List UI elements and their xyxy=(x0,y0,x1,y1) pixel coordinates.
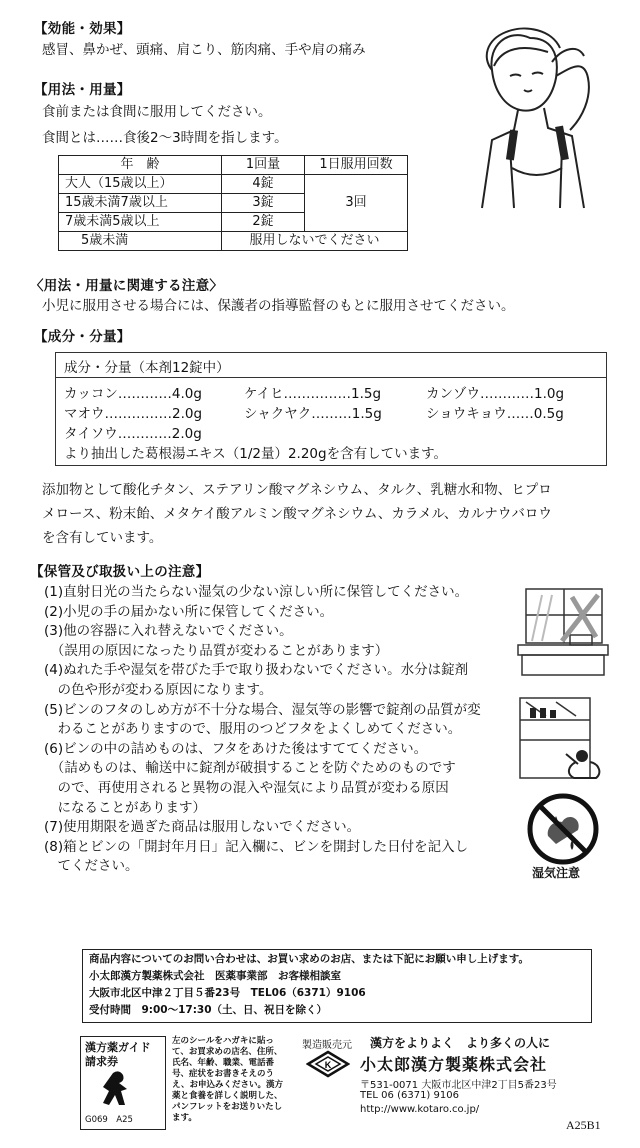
dose-cell: 4錠 xyxy=(222,175,305,194)
contact-line1: 商品内容についてのお問い合わせは、お買い求めのお店、または下記にお願い申し上げます。 xyxy=(89,953,529,965)
storage-item: の色や形が変わる原因になります。 xyxy=(44,681,273,698)
times-cell: 3回 xyxy=(305,175,408,232)
table-header: 1日服用回数 xyxy=(305,156,408,175)
dosage-table xyxy=(58,155,408,251)
table-row xyxy=(59,232,408,251)
ingredient-item: カッコン…………4.0g xyxy=(64,386,202,402)
ingredient-item: マオウ……………2.0g xyxy=(64,406,203,422)
storage-item: になることがあります） xyxy=(44,799,206,816)
storage-item: ので、再使用されると異物の混入や湿気により品質が変わる原因 xyxy=(44,779,449,796)
table-header: 年 齢 xyxy=(59,156,222,175)
contact-line4: 受付時間 9:00〜17:30（土、日、祝日を除く） xyxy=(89,1004,328,1016)
ingredient-item: ショウキョウ……0.5g xyxy=(426,406,564,422)
coupon-instructions: 左のシールをハガキに貼って、お買求めの店名、住所、氏名、年齢、職業、電話番号、症状をお書きそえのうえ、お申込みください。漢方薬と食養を詳しく説明した、パンフレットをお送りいたします。 xyxy=(172,1036,284,1123)
company-tel: TEL 06 (6371) 9106 xyxy=(360,1090,459,1101)
cabinet-child-illustration xyxy=(516,694,606,782)
usage-heading: 【用法・用量】 xyxy=(34,82,131,98)
additives-line2: メロース、粉末飴、メタケイ酸アルミン酸マグネシウム、カラメル、カルナウバロウ xyxy=(42,506,552,522)
ingredients-box-title: 成分・分量（本剤12錠中） xyxy=(64,360,230,376)
storage-item: (8)箱とビンの「開封年月日」記入欄に、ビンを開封した日付を記入し xyxy=(44,838,469,855)
coupon-title2: 請求券 xyxy=(85,1055,118,1068)
table-header-row xyxy=(59,156,408,175)
storage-item: (7)使用期限を過ぎた商品は服用しないでください。 xyxy=(44,819,361,836)
company-url[interactable]: http://www.kotaro.co.jp/ xyxy=(360,1104,480,1115)
usage-notes-heading: 〈用法・用量に関連する注意〉 xyxy=(30,278,224,294)
storage-item: てください。 xyxy=(44,858,139,875)
age-cell: 15歳未満7歳以上 xyxy=(59,194,222,213)
company-name: 小太郎漢方製薬株式会社 xyxy=(360,1055,548,1074)
logo-letter: K xyxy=(324,1060,332,1070)
coupon-figure-icon xyxy=(99,1069,133,1109)
efficacy-text: 感冒、鼻かぜ、頭痛、肩こり、筋肉痛、手や肩の痛み xyxy=(42,42,366,58)
usage-line2: 食間とは……食後2〜3時間を指します。 xyxy=(42,130,288,146)
company-role: 製造販売元 xyxy=(302,1040,352,1051)
efficacy-heading: 【効能・効果】 xyxy=(34,21,131,37)
document-code: A25B1 xyxy=(566,1118,601,1132)
storage-item: (1)直射日光の当たらない湿気の少ない涼しい所に保管してください。 xyxy=(44,584,469,600)
storage-item: わることがありますので、服用のつどフタをよくしめてください。 xyxy=(44,721,462,738)
storage-item: (3)他の容器に入れ替えないでください。 xyxy=(44,623,293,640)
usage-notes-text: 小児に服用させる場合には、保護者の指導監督のもとに服用させてください。 xyxy=(42,298,515,314)
age-cell: 5歳未満 xyxy=(59,232,222,251)
ingredients-box xyxy=(55,352,607,466)
storage-item: (4)ぬれた手や湿気を帯びた手で取り扱わないでください。水分は錠剤 xyxy=(44,662,469,679)
storage-item: (2)小児の手の届かない所に保管してください。 xyxy=(44,603,334,620)
storage-item: (6)ビンの中の詰めものは、フタをあけた後はすててください。 xyxy=(44,740,428,757)
contact-line2: 小太郎漢方製薬株式会社 医薬事業部 お客様相談室 xyxy=(89,970,341,982)
ingredient-item: シャクヤク………1.5g xyxy=(244,406,382,422)
table-row xyxy=(59,175,408,194)
usage-line1: 食前または食間に服用してください。 xyxy=(42,104,272,120)
storage-item: (5)ビンのフタのしめ方が不十分な場合、湿気等の影響で錠剤の品質が変 xyxy=(44,701,481,718)
storage-list xyxy=(44,583,481,877)
company-slogan: 漢方をよりよく より多くの人に xyxy=(370,1036,551,1050)
dose-cell: 2錠 xyxy=(222,213,305,232)
humidity-caption: 湿気注意 xyxy=(532,866,581,880)
ingredient-item: ケイヒ……………1.5g xyxy=(244,386,382,402)
coupon-code: G069 A25 xyxy=(85,1115,133,1125)
additives-line3: を含有しています。 xyxy=(42,530,163,546)
company-logo-icon xyxy=(306,1050,350,1078)
dose-cell: 3錠 xyxy=(222,194,305,213)
ingredients-heading: 【成分・分量】 xyxy=(34,329,131,345)
storage-heading: 【保管及び取扱い上の注意】 xyxy=(30,564,210,580)
window-sunlight-illustration xyxy=(512,585,612,677)
dose-cell: 服用しないでください xyxy=(222,232,408,251)
storage-item: （誤用の原因になったり品質が変わることがあります） xyxy=(44,642,389,659)
table-header: 1回量 xyxy=(222,156,305,175)
age-cell: 7歳未満5歳以上 xyxy=(59,213,222,232)
storage-item: （詰めものは、輸送中に錠剤が破損することを防ぐためのものです xyxy=(44,760,456,777)
age-cell: 大人（15歳以上） xyxy=(59,175,222,194)
ingredient-item: カンゾウ…………1.0g xyxy=(426,386,565,402)
coupon-title1: 漢方薬ガイド xyxy=(85,1041,151,1054)
contact-box xyxy=(82,949,592,1023)
additives-line1: 添加物として酸化チタン、ステアリン酸マグネシウム、タルク、乳糖水和物、ヒプロ xyxy=(42,482,552,498)
ingredient-item: タイソウ…………2.0g xyxy=(64,426,202,442)
extract-text: より抽出した葛根湯エキス（1/2量）2.20gを含有しています。 xyxy=(64,446,448,462)
headache-woman-illustration xyxy=(452,18,612,218)
humidity-warning-icon xyxy=(526,792,600,866)
coupon-box xyxy=(80,1036,166,1130)
contact-line3: 大阪市北区中津２丁目５番23号 TEL06（6371）9106 xyxy=(89,987,366,999)
company-address: 〒531-0071 大阪市北区中津2丁目5番23号 xyxy=(360,1080,557,1091)
